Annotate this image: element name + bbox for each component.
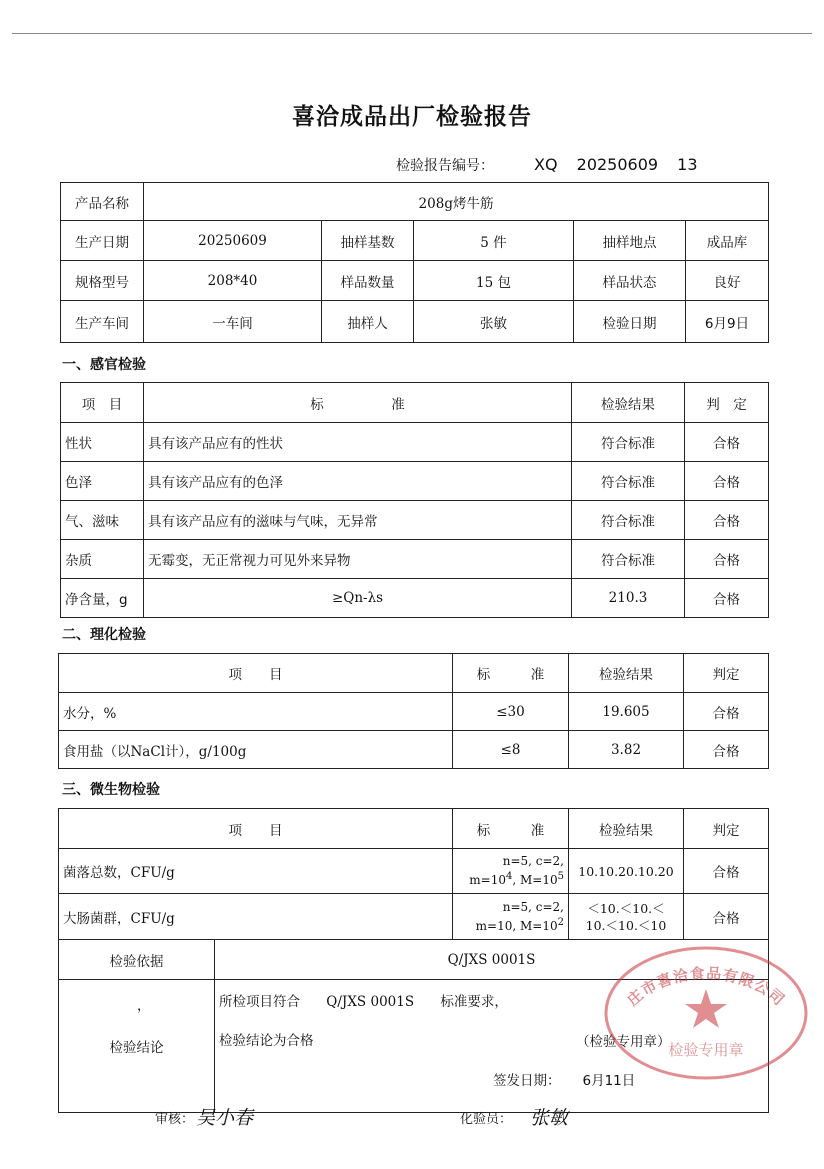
page-title: 喜洽成品出厂检验报告 xyxy=(292,104,532,130)
base-label: 抽样基数 xyxy=(322,221,414,261)
conclusion-mark: ， xyxy=(137,998,151,1014)
place-label: 抽样地点 xyxy=(574,221,686,261)
sensory-result: 符合标准 xyxy=(572,423,685,462)
sensory-header-result: 检验结果 xyxy=(572,383,685,423)
state-label: 样品状态 xyxy=(574,261,686,301)
tester-label: 化验员： xyxy=(460,1112,513,1127)
sensory-std: 具有该产品应有的滋味与气味，无异常 xyxy=(144,501,572,540)
sampler-value: 张敏 xyxy=(414,301,574,343)
state-value: 良好 xyxy=(686,261,769,301)
stamp-arc-text: 庄市喜洽食品有限公司 xyxy=(623,964,789,1010)
qty-value: 15 包 xyxy=(414,261,574,301)
micro-std-m: m=10 xyxy=(475,918,513,933)
physchem-std: ≤8 xyxy=(453,731,569,769)
micro-std-line2 xyxy=(457,869,564,888)
sensory-result: 符合标准 xyxy=(572,501,685,540)
physchem-result: 3.82 xyxy=(569,731,684,769)
conclusion-line1a: 所检项目符合 xyxy=(219,994,300,1010)
insp-date-label: 检验日期 xyxy=(574,301,686,343)
sensory-header-judge: 判 定 xyxy=(685,383,769,423)
micro-result: 10.10.20.10.20 xyxy=(569,849,684,894)
table-row xyxy=(59,894,769,940)
sensory-judge: 合格 xyxy=(685,423,769,462)
micro-std-M: , M=10 xyxy=(512,873,558,887)
physchem-table xyxy=(58,653,769,769)
physchem-judge: 合格 xyxy=(684,693,769,731)
micro-judge: 合格 xyxy=(684,849,769,894)
tester-signature: 张敏 xyxy=(530,1107,569,1129)
report-number-value: XQ 20250609 13 xyxy=(534,155,698,174)
micro-header-result: 检验结果 xyxy=(569,809,684,849)
sensory-std: ≥Qn-λs xyxy=(144,579,572,618)
sensory-item: 色泽 xyxy=(61,462,144,501)
micro-std-line2 xyxy=(457,915,564,934)
sensory-judge: 合格 xyxy=(685,462,769,501)
qty-label: 样品数量 xyxy=(322,261,414,301)
sensory-heading: 一、感官检验 xyxy=(62,357,146,373)
micro-result-line1: ＜10.＜10.＜ xyxy=(587,900,665,916)
sensory-std: 具有该产品应有的色泽 xyxy=(144,462,572,501)
basis-label: 检验依据 xyxy=(59,940,215,980)
sensory-result: 210.3 xyxy=(572,579,685,618)
info-table xyxy=(60,182,769,343)
sensory-std: 具有该产品应有的性状 xyxy=(144,423,572,462)
workshop-label: 生产车间 xyxy=(61,301,144,343)
conclusion-line2: 检验结论为合格 xyxy=(219,1033,314,1049)
sensory-item: 净含量，g xyxy=(61,579,144,618)
micro-header-judge: 判定 xyxy=(684,809,769,849)
table-row xyxy=(61,540,769,579)
sensory-item: 杂质 xyxy=(61,540,144,579)
physchem-result: 19.605 xyxy=(569,693,684,731)
reviewer-signature: 吴小春 xyxy=(196,1107,254,1129)
micro-result xyxy=(569,894,684,940)
stamp-bottom-text: 检验专用章 xyxy=(668,1041,744,1059)
conclusion-line1 xyxy=(219,990,508,1010)
table-row xyxy=(61,579,769,618)
micro-std xyxy=(453,894,569,940)
sensory-result: 符合标准 xyxy=(572,540,685,579)
micro-std-line1: n=5, c=2, xyxy=(502,899,564,914)
spec-value: 208*40 xyxy=(144,261,322,301)
sensory-header-std: 标 准 xyxy=(144,383,572,423)
micro-heading: 三、微生物检验 xyxy=(62,782,160,798)
prod-date-label: 生产日期 xyxy=(61,221,144,261)
sensory-judge: 合格 xyxy=(685,501,769,540)
physchem-header-judge: 判定 xyxy=(684,654,769,693)
micro-std-M: , M=10 xyxy=(512,918,558,933)
physchem-judge: 合格 xyxy=(684,731,769,769)
micro-std-m-exp: 4 xyxy=(506,871,513,882)
conclusion-label: 检验结论 xyxy=(109,1040,164,1056)
micro-item: 菌落总数，CFU/g xyxy=(59,849,453,894)
reviewer-label: 审核： xyxy=(155,1112,195,1127)
physchem-item: 水分，% xyxy=(59,693,453,731)
table-row xyxy=(59,731,769,769)
sign-date xyxy=(493,1069,635,1089)
micro-std-M-exp: 5 xyxy=(557,871,564,882)
workshop-value: 一车间 xyxy=(144,301,322,343)
table-row xyxy=(61,462,769,501)
top-rule xyxy=(12,33,812,34)
report-number xyxy=(396,155,698,175)
product-name-label: 产品名称 xyxy=(61,183,144,221)
sensory-std: 无霉变，无正常视力可见外来异物 xyxy=(144,540,572,579)
stamp-note: （检验专用章） xyxy=(576,1034,671,1050)
micro-std xyxy=(453,849,569,894)
physchem-header-result: 检验结果 xyxy=(569,654,684,693)
sensory-judge: 合格 xyxy=(685,579,769,618)
micro-std-M-exp: 2 xyxy=(557,916,564,928)
product-name-value: 208g烤牛筋 xyxy=(144,183,769,221)
micro-header-std: 标 准 xyxy=(453,809,569,849)
conclusion-line1c: 标准要求， xyxy=(440,994,508,1010)
micro-std-line1: n=5, c=2, xyxy=(502,854,564,868)
physchem-heading: 二、理化检验 xyxy=(62,627,146,643)
conclusion-label-cell xyxy=(59,980,215,1113)
sensory-judge: 合格 xyxy=(685,540,769,579)
table-row xyxy=(61,501,769,540)
insp-date-value: 6月9日 xyxy=(686,301,769,343)
basis-value: Q/JXS 0001S xyxy=(215,940,769,980)
micro-table xyxy=(58,808,769,1113)
sensory-header-item: 项 目 xyxy=(61,383,144,423)
physchem-header-item: 项 目 xyxy=(59,654,453,693)
micro-judge: 合格 xyxy=(684,894,769,940)
sensory-item: 性状 xyxy=(61,423,144,462)
report-number-label: 检验报告编号： xyxy=(396,158,494,174)
place-value: 成品库 xyxy=(686,221,769,261)
sensory-result: 符合标准 xyxy=(572,462,685,501)
micro-item: 大肠菌群，CFU/g xyxy=(59,894,453,940)
prod-date-value: 20250609 xyxy=(144,221,322,261)
micro-header-item: 项 目 xyxy=(59,809,453,849)
sign-date-value: 6月11日 xyxy=(582,1073,636,1089)
micro-std-m: m=10 xyxy=(469,873,506,887)
sensory-table xyxy=(60,382,769,618)
base-value: 5 件 xyxy=(414,221,574,261)
spec-label: 规格型号 xyxy=(61,261,144,301)
sign-date-label: 签发日期： xyxy=(493,1073,561,1089)
sampler-label: 抽样人 xyxy=(322,301,414,343)
micro-result-line2: 10.＜10.＜10 xyxy=(585,917,667,933)
physchem-item: 食用盐（以NaCl计），g/100g xyxy=(59,731,453,769)
table-row xyxy=(59,693,769,731)
physchem-std: ≤30 xyxy=(453,693,569,731)
sensory-item: 气、滋味 xyxy=(61,501,144,540)
table-row xyxy=(61,423,769,462)
physchem-header-std: 标 准 xyxy=(453,654,569,693)
table-row xyxy=(59,849,769,894)
conclusion-line1b: Q/JXS 0001S xyxy=(326,994,415,1010)
